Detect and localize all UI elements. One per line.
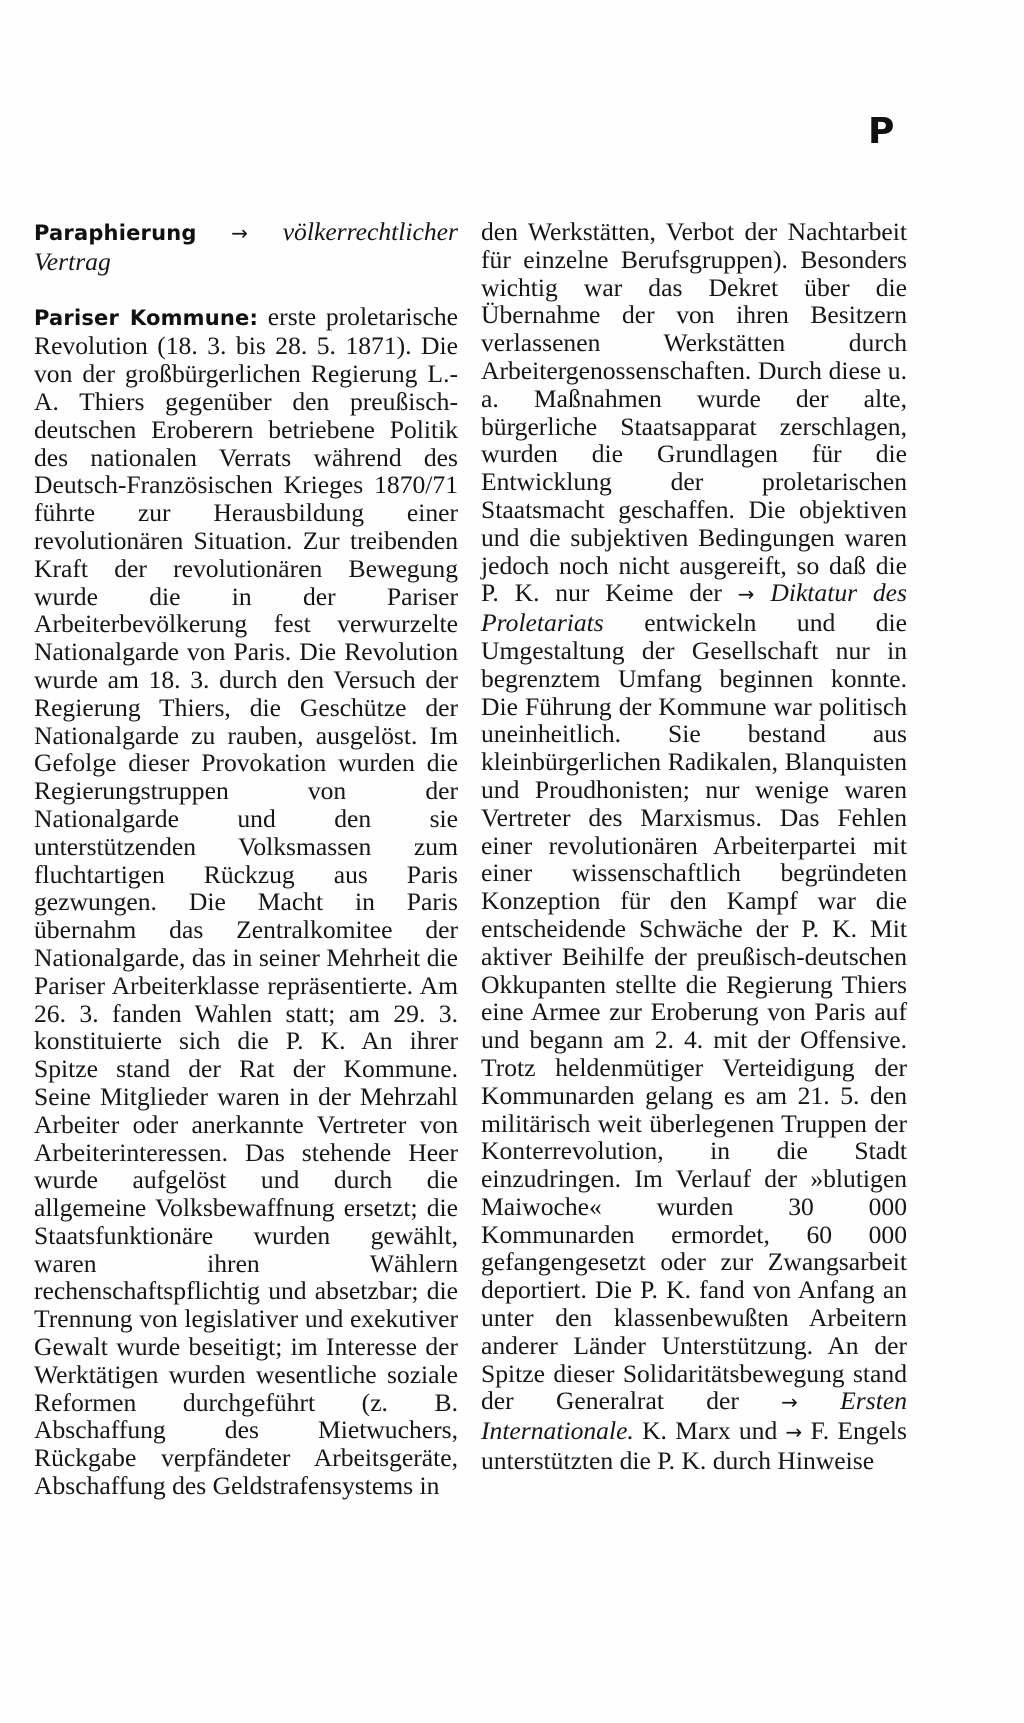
headword: Pariser Kommune: — [34, 305, 259, 330]
arrow-icon: → — [781, 1390, 798, 1415]
entry-text: F. Engels — [810, 1416, 907, 1446]
headword: Paraphierung — [34, 221, 197, 245]
entry-pariser-kommune — [34, 303, 458, 1500]
arrow-icon: → — [737, 582, 755, 607]
cross-reference: Ersten Internationale. — [481, 1386, 907, 1446]
section-letter: P — [868, 111, 895, 152]
arrow-icon: → — [785, 1420, 803, 1445]
arrow-icon: → — [231, 221, 249, 245]
right-column — [481, 218, 907, 1502]
entry-text: erste proletarische Revolution (18. 3. bis 28. 5. 1871). Die von der großbürgerlichen Regierung L.-A. Thiers gegenüber den preußisch-deutschen Eroberern betriebene Politik des nationalen Verrats während des Deutsch-Französischen Krieges 1870/71 führte zur Herausbildung einer revolutionären Situation. Zur treibenden Kraft der revolutionären Bewegung wurde die in der Pariser Arbeiterbevölkerung fest verwurzelte Nationalgarde von Paris. Die Revolution wurde am 18. 3. durch den Versuch der Regierung Thiers, die Geschütze der Nationalgarde zu rauben, ausgelöst. Im Gefolge dieser Provokation wurden die Regierungstruppen von der Nationalgarde und den sie unterstützenden Volksmassen zum fluchtartigen Rückzug aus Paris gezwungen. Die Macht in Paris übernahm das Zentralkomitee der Nationalgarde, das in seiner Mehrheit die Pariser Arbeiterklasse repräsentierte. Am 26. 3. fanden Wahlen statt; am 29. 3. konstituierte sich die P. K. An ihrer Spitze stand der Rat der Kommune. Seine Mitglieder waren in der Mehrzahl Arbeiter oder anerkannte Vertreter von Arbeiterinteressen. Das stehende Heer wurde aufgelöst und durch die allgemeine Volksbewaffnung ersetzt; die Staatsfunktionäre wurden gewählt, waren ihren Wählern rechenschaftspflichtig und absetzbar; die Trennung von legislativer und exekutiver Gewalt wurde beseitigt; im Interesse der Werktätigen wurden wesentliche soziale Reformen durchgeführt (z. B. Abschaffung des Mietwuchers, Rückgabe verpfändeter Arbeitsgeräte, Abschaffung des Geldstrafensystems in — [34, 301, 458, 1501]
entry-text: K. Marx und — [633, 1416, 786, 1446]
entry-pariser-kommune-continued — [481, 218, 907, 1475]
cross-reference: Diktatur des Proletariats — [481, 578, 908, 638]
cross-reference: völkerrechtlicher Vertrag — [34, 217, 458, 276]
entry-text: den Werkstätten, Verbot der Nachtarbeit für einzelne Berufsgruppen). Besonders wichtig war das Dekret über die Übernahme der von ihren Besitzern verlassenen Werkstätten durch Arbeitergenossenschaften. Durch diese u. a. Maßnahmen wurde der alte, bürgerliche Staatsapparat zerschlagen, wurden die Grundlagen für die Entwicklung der proletarischen Staatsmacht geschaffen. Die objektiven und die subjektiven Bedingungen waren jedoch noch nicht ausgereift, so daß die P. K. nur Keime der — [481, 217, 907, 608]
entry-paraphierung — [34, 218, 458, 276]
entry-text: unterstützten die P. K. durch Hinweise — [481, 1446, 875, 1476]
left-column — [34, 218, 458, 1527]
entry-text: entwickeln und die Umgestaltung der Gesellschaft nur in begrenztem Umfang beginnen konnte. Die Führung der Kommune war politisch uneinheitlich. Sie bestand aus kleinbürgerlichen Radikalen, Blanquisten und Proudhonisten; nur wenige waren Vertreter des Marxismus. Das Fehlen einer revolutionären Arbeiterpartei mit einer wissenschaftlich begründeten Konzeption für den Kampf war die entscheidende Schwäche der P. K. Mit aktiver Beihilfe der preußisch-deutschen Okkupanten stellte die Regierung Thiers eine Armee zur Eroberung von Paris auf und begann am 2. 4. mit der Offensive. Trotz heldenmütiger Verteidigung der Kommunarden gelang es am 21. 5. den militärisch weit überlegenen Truppen der Konterrevolution, in die Stadt einzudringen. Im Verlauf der »blutigen Maiwoche« wurden 30 000 Kommunarden ermordet, 60 000 gefangengesetzt oder zur Zwangsarbeit deportiert. Die P. K. fand von Anfang an unter den klassenbewußten Arbeitern anderer Länder Unterstützung. An der Spitze dieser Solidaritätsbewegung stand der Generalrat der — [481, 608, 907, 1416]
